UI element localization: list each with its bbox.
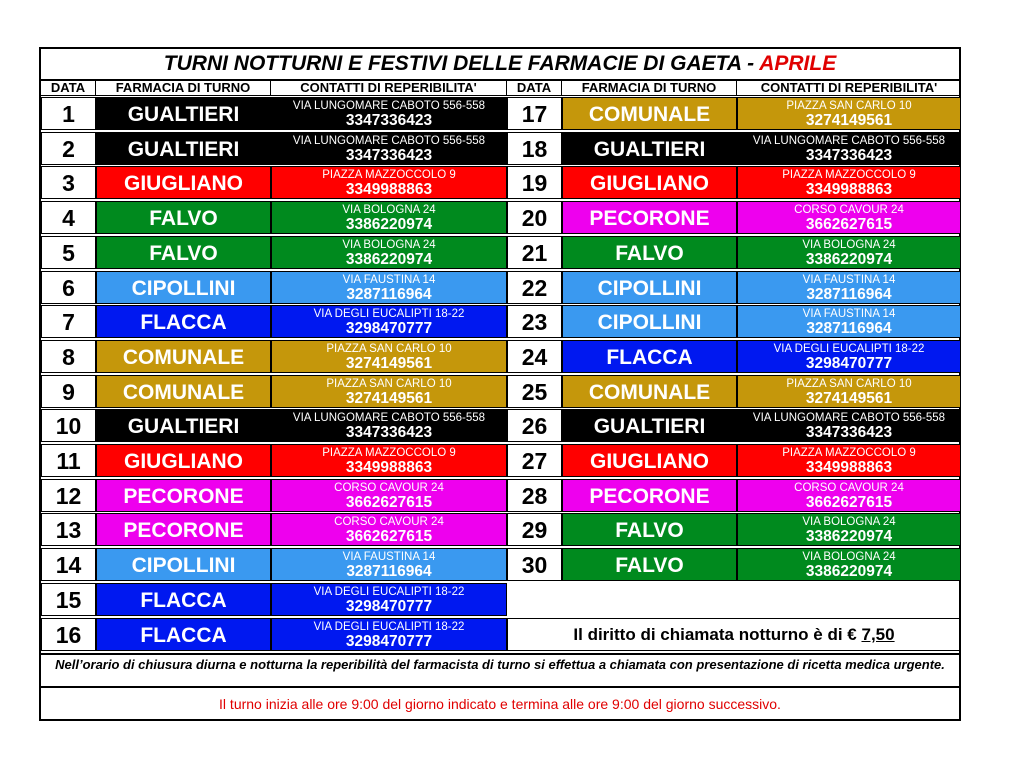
pharmacy-address: CORSO CAVOUR 24 [794,204,904,217]
contact-cell [737,513,961,546]
call-fee-notice [507,618,961,651]
contact-cell [271,548,507,581]
pharmacy-name: COMUNALE [562,375,737,408]
pharmacy-address: VIA FAUSTINA 14 [802,308,896,321]
pharmacy-name: FLACCA [562,340,737,373]
schedule-row [41,444,507,477]
schedule-row [507,548,961,581]
pharmacy-name: GIUGLIANO [562,166,737,199]
pharmacy-name: FALVO [96,201,271,234]
day-number: 8 [41,340,96,373]
schedule-row [41,583,507,616]
schedule-row [41,97,507,130]
pharmacy-phone: 3386220974 [805,563,893,581]
pharmacy-phone: 3662627615 [805,493,893,511]
pharmacy-phone: 3287116964 [806,320,892,338]
pharmacy-phone: 3386220974 [345,216,433,234]
header-pharmacy-right: FARMACIA DI TURNO [562,80,737,96]
pharmacy-name: COMUNALE [96,375,271,408]
header-date-right: DATA [507,80,562,96]
pharmacy-phone: 3298470777 [345,632,433,650]
pharmacy-address: VIA LUNGOMARE CABOTO 556-558 [752,412,946,425]
schedule-row [41,305,507,338]
contact-cell [737,132,961,165]
pharmacy-name: GIUGLIANO [562,444,737,477]
pharmacy-address: PIAZZA SAN CARLO 10 [786,100,912,112]
pharmacy-name: GIUGLIANO [96,444,271,477]
header-contact-right: CONTATTI DI REPERIBILITA' [737,80,961,96]
day-number: 2 [41,132,96,165]
day-number: 22 [507,271,562,304]
call-fee-text: Il diritto di chiamata notturno è di € [573,625,862,644]
pharmacy-name: FALVO [562,236,737,269]
pharmacy-phone: 3274149561 [805,112,893,129]
pharmacy-name: COMUNALE [96,340,271,373]
pharmacy-phone: 3349988863 [805,459,893,476]
pharmacy-phone: 3298470777 [345,320,433,338]
contact-cell [737,201,961,234]
pharmacy-address: VIA FAUSTINA 14 [802,273,896,286]
pharmacy-name: GUALTIERI [96,132,271,165]
contact-cell [737,305,961,338]
pharmacy-name: FLACCA [96,618,271,651]
day-number: 23 [507,305,562,338]
contact-cell [737,479,961,512]
pharmacy-name: CIPOLLINI [96,271,271,304]
day-number: 29 [507,513,562,546]
day-number: 9 [41,375,96,408]
contact-cell [271,444,507,477]
day-number: 28 [507,479,562,512]
hours-note: Nell’orario di chiusura diurna e notturna la reperibilità del farmacista di turno si effettua a chiamata con presentazione di ricetta medica urgente. [41,653,959,688]
pharmacy-phone: 3347336423 [805,146,893,164]
contact-cell [271,97,507,130]
pharmacy-address: VIA DEGLI EUCALIPTI 18-22 [313,308,465,321]
header-pharmacy-left: FARMACIA DI TURNO [96,80,271,96]
day-number: 16 [41,618,96,651]
pharmacy-name: FALVO [562,548,737,581]
schedule-row [507,201,961,234]
day-number: 11 [41,444,96,477]
schedule-title [41,49,959,81]
pharmacy-address: PIAZZA SAN CARLO 10 [786,377,912,390]
pharmacy-name: GIUGLIANO [96,166,271,199]
pharmacy-phone: 3287116964 [346,563,432,581]
pharmacy-address: VIA BOLOGNA 24 [342,204,436,217]
schedule-row [41,340,507,373]
pharmacy-address: CORSO CAVOUR 24 [334,481,444,494]
schedule-row [507,340,961,373]
schedule-row [507,305,961,338]
pharmacy-address: PIAZZA MAZZOCCOLO 9 [322,169,456,182]
pharmacy-address: PIAZZA MAZZOCCOLO 9 [782,169,916,182]
pharmacy-name: FLACCA [96,583,271,616]
contact-cell [271,409,507,442]
pharmacy-phone: 3274149561 [805,389,893,407]
pharmacy-phone: 3347336423 [345,112,433,129]
schedule-row [507,409,961,442]
pharmacy-phone: 3386220974 [345,250,433,268]
header-contact-left: CONTATTI DI REPERIBILITA' [271,80,507,96]
schedule-row [41,236,507,269]
day-number: 13 [41,513,96,546]
pharmacy-address: VIA LUNGOMARE CABOTO 556-558 [292,134,486,147]
schedule-row [41,271,507,304]
contact-cell [737,375,961,408]
pharmacy-name: PECORONE [96,513,271,546]
pharmacy-address: VIA BOLOGNA 24 [802,516,896,529]
title-month: APRILE [759,52,837,75]
schedule-row [41,375,507,408]
day-number: 4 [41,201,96,234]
day-number: 12 [41,479,96,512]
pharmacy-address: VIA LUNGOMARE CABOTO 556-558 [752,134,946,147]
day-number: 19 [507,166,562,199]
pharmacy-address: VIA FAUSTINA 14 [342,551,436,564]
schedule-row [41,548,507,581]
contact-cell [271,375,507,408]
schedule-row [41,132,507,165]
pharmacy-address: PIAZZA MAZZOCCOLO 9 [322,447,456,459]
schedule-row [507,132,961,165]
contact-cell [271,513,507,546]
schedule-row [41,166,507,199]
pharmacy-name: FLACCA [96,305,271,338]
contact-cell [271,166,507,199]
pharmacy-address: VIA LUNGOMARE CABOTO 556-558 [292,412,486,425]
contact-cell [271,618,507,651]
day-number: 27 [507,444,562,477]
day-number: 10 [41,409,96,442]
pharmacy-name: GUALTIERI [96,409,271,442]
schedule-row [507,375,961,408]
contact-cell [737,166,961,199]
day-number: 3 [41,166,96,199]
pharmacy-address: VIA BOLOGNA 24 [342,238,436,251]
contact-cell [271,201,507,234]
pharmacy-name: PECORONE [562,201,737,234]
day-number: 5 [41,236,96,269]
contact-cell [737,444,961,477]
pharmacy-address: VIA BOLOGNA 24 [802,551,896,564]
pharmacy-phone: 3287116964 [346,285,432,303]
day-number: 24 [507,340,562,373]
pharmacy-phone: 3349988863 [345,181,433,199]
pharmacy-name: GUALTIERI [562,409,737,442]
pharmacy-phone: 3347336423 [345,424,433,442]
schedule-row [507,271,961,304]
day-number: 21 [507,236,562,269]
schedule-row [507,479,961,512]
pharmacy-name: FALVO [562,513,737,546]
day-number: 20 [507,201,562,234]
pharmacy-address: VIA BOLOGNA 24 [802,238,896,251]
call-fee-amount: 7,50 [861,625,895,644]
pharmacy-schedule-sheet [39,47,961,721]
pharmacy-name: CIPOLLINI [562,271,737,304]
schedule-row [507,236,961,269]
pharmacy-name: PECORONE [96,479,271,512]
pharmacy-address: PIAZZA SAN CARLO 10 [326,342,452,355]
pharmacy-phone: 3662627615 [345,528,433,546]
schedule-row [41,618,507,651]
pharmacy-phone: 3349988863 [805,181,893,199]
shift-note: Il turno inizia alle ore 9:00 del giorno indicato e termina alle ore 9:00 del giorno successivo. [219,696,781,712]
day-number: 25 [507,375,562,408]
pharmacy-phone: 3274149561 [345,389,433,407]
contact-cell [271,132,507,165]
pharmacy-address: VIA DEGLI EUCALIPTI 18-22 [313,585,465,598]
pharmacy-phone: 3287116964 [806,285,892,303]
pharmacy-phone: 3662627615 [805,216,893,234]
schedule-row [507,513,961,546]
pharmacy-phone: 3386220974 [805,250,893,268]
day-number: 26 [507,409,562,442]
pharmacy-address: PIAZZA MAZZOCCOLO 9 [782,447,916,459]
pharmacy-name: COMUNALE [562,97,737,130]
pharmacy-phone: 3347336423 [345,146,433,164]
pharmacy-name: CIPOLLINI [96,548,271,581]
day-number: 18 [507,132,562,165]
day-number: 15 [41,583,96,616]
pharmacy-address: PIAZZA SAN CARLO 10 [326,377,452,390]
title-text: TURNI NOTTURNI E FESTIVI DELLE FARMACIE DI GAETA - [163,52,760,75]
pharmacy-address: VIA DEGLI EUCALIPTI 18-22 [313,620,465,633]
contact-cell [737,548,961,581]
day-number: 1 [41,97,96,130]
contact-cell [737,236,961,269]
day-number: 14 [41,548,96,581]
schedule-row [507,444,961,477]
pharmacy-phone: 3347336423 [805,424,893,442]
day-number: 30 [507,548,562,581]
pharmacy-name: FALVO [96,236,271,269]
day-number: 6 [41,271,96,304]
schedule-row [507,166,961,199]
contact-cell [271,340,507,373]
contact-cell [737,409,961,442]
schedule-row [41,409,507,442]
pharmacy-phone: 3298470777 [805,354,893,372]
pharmacy-address: VIA LUNGOMARE CABOTO 556-558 [292,100,486,112]
contact-cell [271,479,507,512]
pharmacy-phone: 3349988863 [345,459,433,476]
pharmacy-address: VIA DEGLI EUCALIPTI 18-22 [773,342,925,355]
pharmacy-name: CIPOLLINI [562,305,737,338]
contact-cell [737,97,961,130]
pharmacy-address: CORSO CAVOUR 24 [334,516,444,529]
schedule-row [41,479,507,512]
pharmacy-phone: 3298470777 [345,597,433,615]
pharmacy-phone: 3662627615 [345,493,433,511]
pharmacy-name: GUALTIERI [562,132,737,165]
day-number: 17 [507,97,562,130]
contact-cell [271,271,507,304]
pharmacy-address: VIA FAUSTINA 14 [342,273,436,286]
pharmacy-name: PECORONE [562,479,737,512]
contact-cell [271,305,507,338]
schedule-row [41,201,507,234]
contact-cell [737,271,961,304]
contact-cell [271,236,507,269]
pharmacy-address: CORSO CAVOUR 24 [794,481,904,494]
pharmacy-phone: 3386220974 [805,528,893,546]
header-date-left: DATA [41,80,96,96]
day-number: 7 [41,305,96,338]
pharmacy-name: GUALTIERI [96,97,271,130]
schedule-row [507,97,961,130]
schedule-row [41,513,507,546]
pharmacy-phone: 3274149561 [345,354,433,372]
contact-cell [271,583,507,616]
contact-cell [737,340,961,373]
